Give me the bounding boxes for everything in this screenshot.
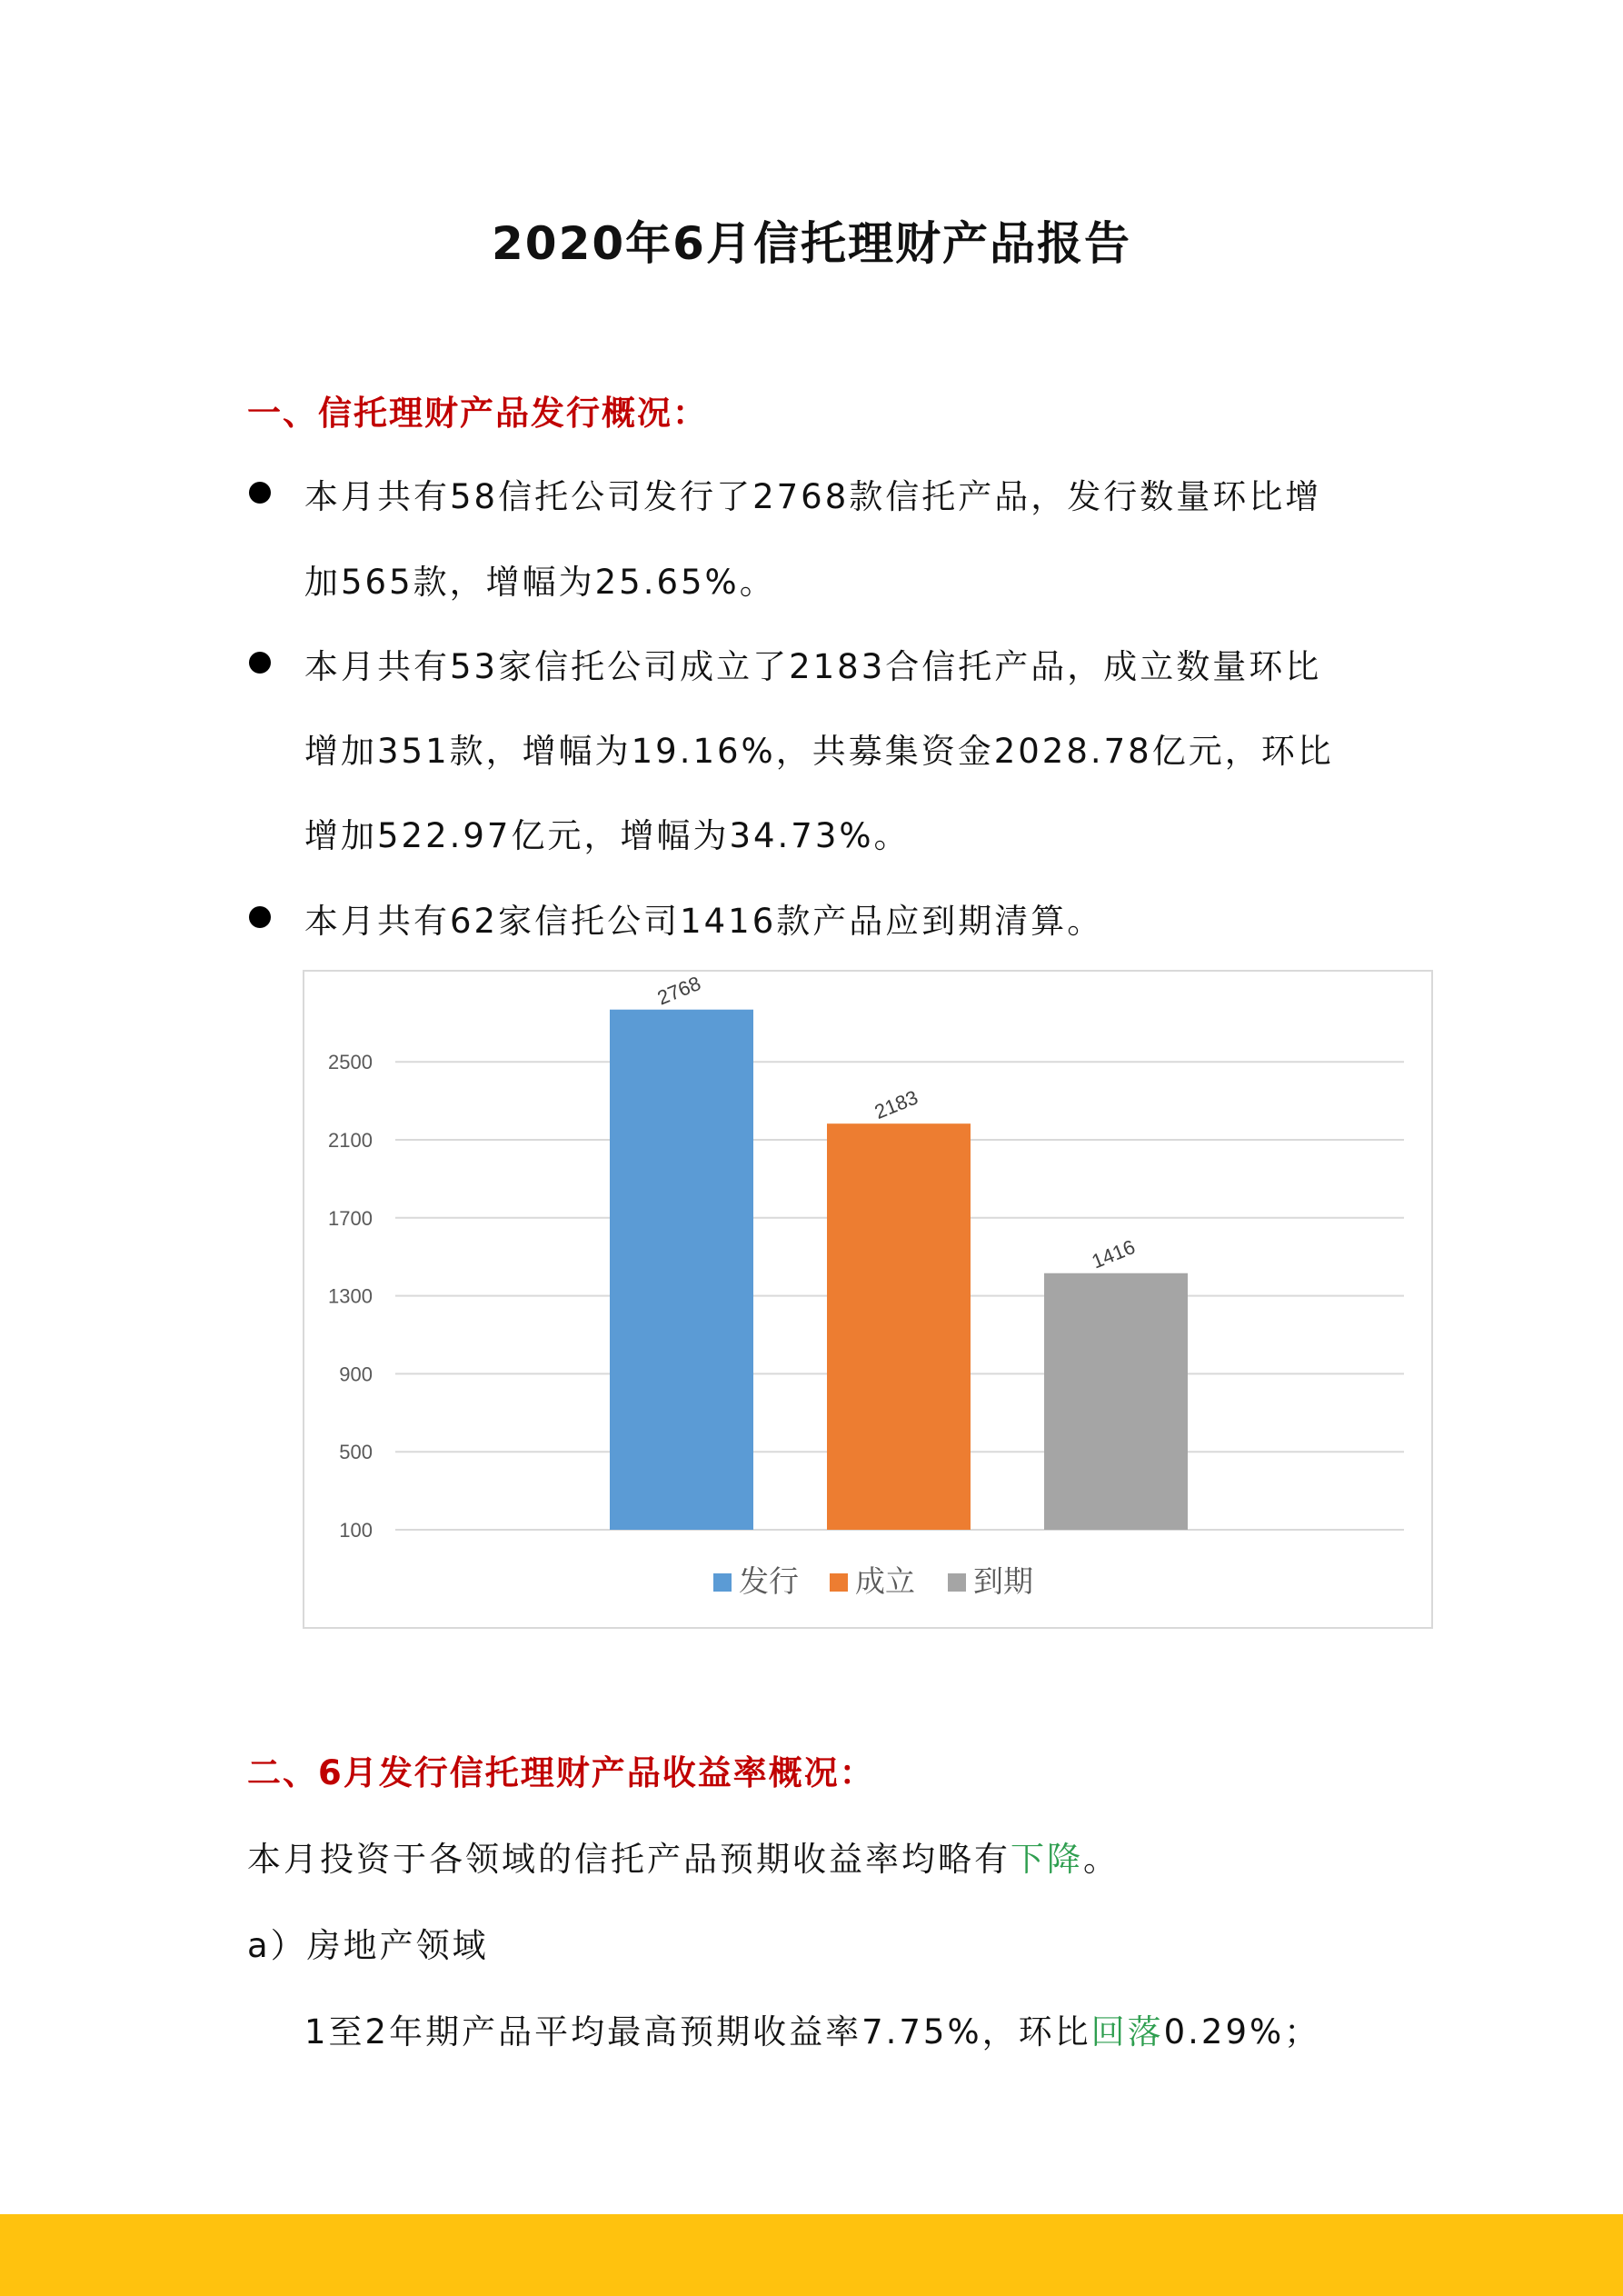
intro-text: 本月投资于各领域的信托产品预期收益率均略有	[247, 1840, 1011, 1879]
sub-a-text: 1至2年期产品平均最高预期收益率7.75%，环比	[304, 2012, 1091, 2051]
intro-end: 。	[1083, 1840, 1120, 1879]
sub-a-end: 0.29%；	[1163, 2012, 1321, 2051]
y-tick-label: 500	[339, 1441, 373, 1464]
legend-label: 到期	[973, 1563, 1033, 1599]
section-2-heading: 二、6月发行信托理财产品收益率概况：	[247, 1753, 875, 1792]
y-tick-label: 1300	[328, 1284, 373, 1308]
bullet-2-line-1: 本月共有53家信托公司成立了2183合信托产品，成立数量环比	[304, 647, 1322, 686]
bullet-2-line-3: 增加522.97亿元，增幅为34.73%。	[304, 816, 911, 855]
bar-2	[827, 1123, 971, 1530]
section-1-heading: 一、信托理财产品发行概况：	[247, 394, 708, 433]
bullet-1-line-2: 加565款，增幅为25.65%。	[304, 563, 776, 602]
bullet-2-line-2: 增加351款，增幅为19.16%，共募集资金2028.78亿元，环比	[304, 732, 1334, 771]
bullet-dot	[249, 906, 271, 928]
bar-1	[610, 1010, 753, 1530]
bar-3	[1044, 1273, 1188, 1530]
sub-a-highlight: 回落	[1090, 2012, 1164, 2051]
bullet-dot	[249, 652, 271, 674]
y-tick-label: 2100	[328, 1129, 373, 1152]
subsection-a-heading: a）房地产领域	[247, 1926, 489, 1965]
footer-band	[0, 2214, 1623, 2296]
bullet-1-line-1: 本月共有58信托公司发行了2768款信托产品，发行数量环比增	[304, 477, 1322, 516]
data-label: 2183	[871, 1085, 921, 1124]
page-title: 2020年6月信托理财产品报告	[492, 217, 1131, 270]
legend-swatch	[830, 1573, 848, 1592]
legend-swatch	[713, 1573, 732, 1592]
intro-highlight: 下降	[1011, 1840, 1083, 1879]
y-tick-label: 2500	[328, 1051, 373, 1074]
subsection-a-line	[304, 2004, 1320, 2053]
legend-label: 成立	[855, 1563, 915, 1599]
bullet-3-line-1: 本月共有62家信托公司1416款产品应到期清算。	[304, 902, 1104, 941]
section-2-intro	[247, 1832, 1120, 1881]
data-label: 2768	[653, 972, 704, 1010]
y-tick-label: 900	[339, 1363, 373, 1386]
bar-chart-svg	[304, 972, 1431, 1627]
data-label: 1416	[1088, 1235, 1139, 1273]
bullet-dot	[249, 482, 271, 504]
legend-label: 发行	[739, 1563, 799, 1599]
bar-chart	[303, 970, 1433, 1629]
y-tick-label: 100	[339, 1519, 373, 1542]
y-tick-label: 1700	[328, 1206, 373, 1230]
legend-swatch	[948, 1573, 966, 1592]
